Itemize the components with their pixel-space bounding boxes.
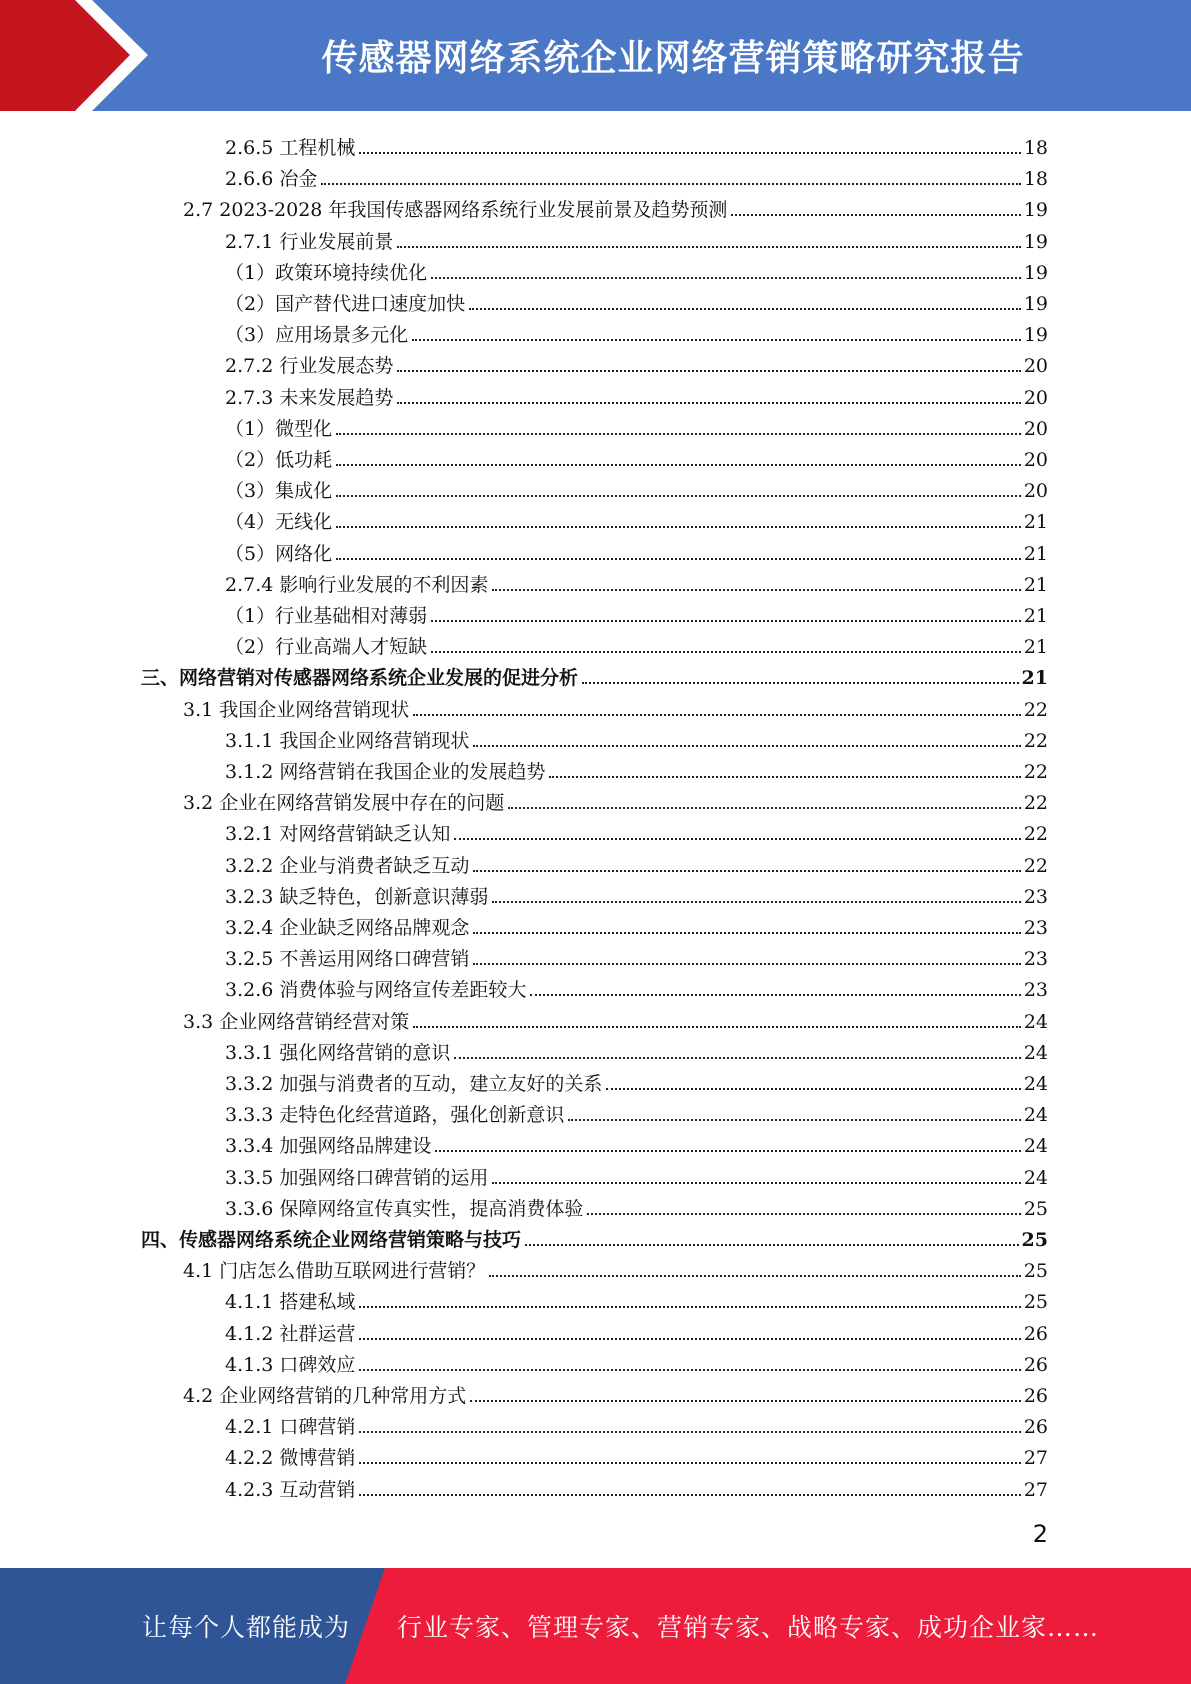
toc-entry-label: 3.2.4 企业缺乏网络品牌观念 [225,917,470,939]
toc-dot-leader [568,1119,1020,1121]
toc-entry-page: 18 [1023,168,1048,191]
toc-entry-label: 3.2.3 缺乏特色，创新意识薄弱 [225,885,489,908]
toc-entry-label: 4.1.1 搭建私域 [225,1291,356,1314]
toc-entry[interactable] [225,1064,1048,1095]
toc-dot-leader [336,526,1021,528]
toc-entry-page: 22 [1023,761,1048,783]
toc-dot-leader [336,495,1021,497]
toc-entry[interactable] [225,908,1048,939]
toc-entry-label: 4.1.3 口碑效应 [225,1353,356,1376]
toc-entry-label: （4）无线化 [225,511,333,534]
toc-entry-page: 27 [1023,1447,1048,1470]
toc-dot-leader [454,1057,1020,1059]
toc-entry[interactable] [225,939,1048,970]
toc-dot-leader [413,714,1021,716]
toc-dot-leader [359,152,1020,154]
toc-dot-leader [397,370,1020,372]
toc-entry-label: 3.2.1 对网络营销缺乏认知 [225,823,451,846]
toc-entry-label: 4.2 企业网络营销的几种常用方式 [183,1385,467,1407]
toc-entry-label: 4.1 门店怎么借助互联网进行营销？ [183,1260,486,1283]
toc-entry-page: 21 [1023,542,1048,565]
toc-entry[interactable] [225,1314,1048,1345]
report-title: 传感器网络系统企业网络营销策略研究报告 [321,38,1025,79]
toc-entry-page: 19 [1023,230,1048,253]
toc-entry[interactable] [225,440,1048,471]
toc-entry[interactable] [183,783,1048,814]
toc-entry-page: 21 [1023,605,1048,627]
toc-entry-label: 3.3 企业网络营销经营对策 [183,1010,410,1033]
toc-entry-label: 3.2.6 消费体验与网络宣传差距较大 [225,979,527,1002]
toc-dot-leader [359,1338,1020,1340]
toc-entry-page: 20 [1023,417,1048,440]
toc-entry-page: 20 [1023,449,1048,471]
toc-entry-label: 3.1 我国企业网络营销现状 [183,698,410,721]
toc-dot-leader [359,1306,1020,1308]
toc-dot-leader [731,214,1020,216]
toc-entry-page: 23 [1023,948,1048,971]
toc-entry[interactable] [225,565,1048,596]
toc-entry-page: 19 [1023,199,1048,222]
toc-entry-label: 2.7.4 影响行业发展的不利因素 [225,573,489,596]
toc-entry[interactable] [225,970,1048,1001]
toc-entry-page: 18 [1023,137,1048,159]
toc-entry-page: 25 [1021,1229,1048,1251]
toc-dot-leader [530,994,1020,996]
toc-entry-page: 24 [1023,1104,1048,1127]
toc-entry-label: 2.6.6 冶金 [225,168,318,191]
toc-entry[interactable] [225,1095,1048,1126]
toc-dot-leader [359,1462,1020,1464]
toc-entry-page: 27 [1023,1478,1048,1501]
toc-entry-label: 2.7 2023-2028 年我国传感器网络系统行业发展前景及趋势预测 [183,199,728,222]
toc-entry[interactable] [225,721,1048,752]
toc-entry[interactable] [141,1220,1048,1251]
toc-dot-leader [473,963,1020,965]
toc-entry-page: 26 [1023,1416,1048,1439]
toc-entry-page: 20 [1023,355,1048,378]
toc-entry-page: 22 [1023,854,1048,877]
toc-entry-label: 3.3.3 走特色化经营道路，强化创新意识 [225,1104,565,1127]
toc-dot-leader [470,1400,1021,1402]
toc-entry[interactable] [183,690,1048,721]
toc-dot-leader [454,838,1020,840]
toc-entry-label: 3.1.1 我国企业网络营销现状 [225,729,470,752]
toc-entry-label: （3）集成化 [225,480,333,503]
toc-entry-page: 21 [1023,636,1048,659]
toc-entry-label: （2）行业高端人才短缺 [225,636,428,659]
toc-entry-page: 24 [1023,1041,1048,1064]
toc-dot-leader [336,464,1021,466]
toc-entry-label: 3.3.4 加强网络品牌建设 [225,1135,432,1158]
toc-entry-label: （1）微型化 [225,417,333,440]
toc-dot-leader [473,932,1020,934]
toc-dot-leader [582,682,1019,684]
toc-entry[interactable] [225,1126,1048,1157]
toc-dot-leader [435,1150,1020,1152]
toc-entry-page: 22 [1023,823,1048,846]
toc-entry-page: 24 [1023,1135,1048,1158]
toc-entry[interactable] [225,1407,1048,1438]
toc-entry-page: 21 [1023,573,1048,596]
toc-entry-page: 26 [1023,1353,1048,1376]
toc-dot-leader [431,620,1021,622]
toc-entry-page: 25 [1023,1197,1048,1220]
toc-entry-label: （3）应用场景多元化 [225,324,409,347]
toc-entry-label: （2）国产替代进口速度加快 [225,293,466,315]
toc-entry[interactable] [225,1033,1048,1064]
toc-entry[interactable] [183,1376,1048,1407]
toc-entry-page: 25 [1023,1291,1048,1314]
toc-entry-label: 4.2.3 互动营销 [225,1478,356,1501]
report-header [0,0,1191,111]
toc-entry-page: 23 [1023,917,1048,939]
toc-dot-leader [397,246,1020,248]
toc-entry-label: 3.2 企业在网络营销发展中存在的问题 [183,792,505,815]
toc-entry-page: 22 [1023,729,1048,752]
toc-entry[interactable] [225,128,1048,159]
toc-entry-label: 3.3.2 加强与消费者的互动，建立友好的关系 [225,1073,603,1095]
toc-entry-label: （1）行业基础相对薄弱 [225,605,428,627]
toc-entry[interactable] [183,190,1048,221]
toc-dot-leader [413,1026,1021,1028]
toc-entry-page: 22 [1023,698,1048,721]
toc-dot-leader [587,1213,1020,1215]
toc-entry[interactable] [225,846,1048,877]
toc-entry[interactable] [225,752,1048,783]
toc-entry[interactable] [225,346,1048,377]
toc-entry[interactable] [225,502,1048,533]
toc-entry-label: 2.7.3 未来发展趋势 [225,386,394,409]
toc-entry[interactable] [225,471,1048,502]
toc-dot-leader [359,1369,1020,1371]
toc-entry-label: 3.3.1 强化网络营销的意识 [225,1041,451,1064]
toc-entry-page: 24 [1023,1010,1048,1033]
toc-entry[interactable] [225,596,1048,627]
toc-entry[interactable] [225,1282,1048,1313]
toc-dot-leader [525,1244,1019,1246]
toc-entry-page: 21 [1021,667,1048,690]
toc-entry-label: （1）政策环境持续优化 [225,261,428,284]
toc-entry-label: 3.2.2 企业与消费者缺乏互动 [225,854,470,877]
toc-dot-leader [431,651,1021,653]
toc-entry-label: 3.1.2 网络营销在我国企业的发展趋势 [225,761,546,783]
toc-entry[interactable] [225,534,1048,565]
toc-entry-page: 24 [1023,1166,1048,1189]
toc-entry[interactable] [225,1438,1048,1469]
toc-entry-page: 23 [1023,979,1048,1002]
toc-entry[interactable] [225,378,1048,409]
footer-slogan-right: 行业专家、管理专家、营销专家、战略专家、成功企业家…… [397,1613,1100,1642]
toc-entry-label: 2.7.2 行业发展态势 [225,355,394,378]
toc-entry[interactable] [141,658,1048,689]
toc-dot-leader [431,277,1021,279]
toc-dot-leader [336,558,1021,560]
toc-dot-leader [321,183,1020,185]
toc-dot-leader [473,870,1020,872]
toc-dot-leader [469,308,1021,310]
toc-entry-label: （2）低功耗 [225,449,333,471]
toc-entry-page: 19 [1023,324,1048,347]
toc-dot-leader [359,1494,1020,1496]
toc-entry-page: 25 [1023,1260,1048,1283]
toc-entry[interactable] [183,1251,1048,1282]
toc-dot-leader [492,589,1020,591]
page-footer [0,1568,1191,1684]
toc-dot-leader [336,433,1021,435]
toc-entry[interactable] [225,284,1048,315]
toc-entry-label: （5）网络化 [225,542,333,565]
toc-entry[interactable] [225,814,1048,845]
toc-entry-page: 19 [1023,261,1048,284]
toc-entry[interactable] [183,1002,1048,1033]
toc-entry[interactable] [225,1470,1048,1501]
toc-entry-label: 3.3.5 加强网络口碑营销的运用 [225,1166,489,1189]
toc-entry[interactable] [225,1189,1048,1220]
toc-dot-leader [492,1182,1020,1184]
toc-entry-label: 三、网络营销对传感器网络系统企业发展的促进分析 [141,667,579,690]
toc-dot-leader [359,1431,1020,1433]
toc-entry[interactable] [225,409,1048,440]
toc-entry-page: 23 [1023,885,1048,908]
toc-entry-page: 19 [1023,293,1048,315]
toc-entry-label: 3.2.5 不善运用网络口碑营销 [225,948,470,971]
toc-dot-leader [549,776,1020,778]
footer-slogan-left: 让每个人都能成为 [142,1613,351,1642]
toc-entry[interactable] [225,627,1048,658]
toc-entry[interactable] [225,1158,1048,1189]
toc-entry-label: 2.7.1 行业发展前景 [225,230,394,253]
toc-entry-page: 24 [1023,1073,1048,1095]
toc-entry-page: 26 [1023,1385,1048,1407]
toc-entry-page: 21 [1023,511,1048,534]
toc-dot-leader [492,901,1020,903]
toc-dot-leader [489,1275,1021,1277]
page-number: 2 [1032,1520,1048,1548]
toc-entry[interactable] [225,315,1048,346]
header-chevron-decoration [0,0,160,111]
toc-dot-leader [397,402,1020,404]
toc-entry[interactable] [225,877,1048,908]
toc-entry[interactable] [225,253,1048,284]
toc-entry-page: 20 [1023,386,1048,409]
toc-entry-page: 26 [1023,1322,1048,1345]
toc-dot-leader [412,339,1021,341]
toc-entry-label: 4.1.2 社群运营 [225,1322,356,1345]
toc-entry[interactable] [225,222,1048,253]
toc-entry-label: 四、传感器网络系统企业网络营销策略与技巧 [141,1229,522,1251]
toc-entry-page: 22 [1023,792,1048,815]
toc-entry-page: 20 [1023,480,1048,503]
toc-dot-leader [508,807,1021,809]
toc-dot-leader [473,745,1020,747]
toc-entry[interactable] [225,159,1048,190]
toc-entry-label: 3.3.6 保障网络宣传真实性，提高消费体验 [225,1197,584,1220]
toc-entry[interactable] [225,1345,1048,1376]
toc-entry-label: 4.2.2 微博营销 [225,1447,356,1470]
toc-entry-label: 2.6.5 工程机械 [225,137,356,159]
toc-entry-label: 4.2.1 口碑营销 [225,1416,356,1439]
toc-dot-leader [606,1088,1020,1090]
